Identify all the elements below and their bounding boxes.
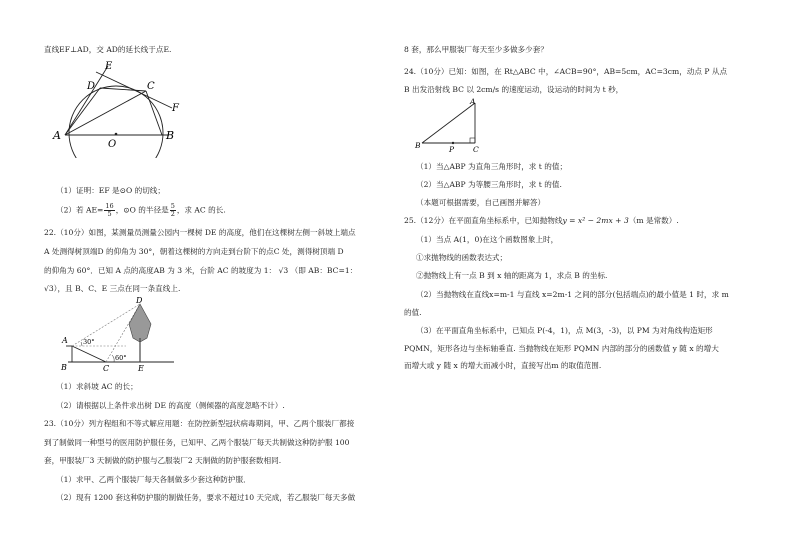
q24-part1: （1）当△ABP 为直角三角形时，求 t 的值； (416, 162, 568, 171)
q22-line2: A 处测得树顶端D 的仰角为 30°，朝着这棵树的方向走到台阶下的点C 处，测得树顶端 D (44, 247, 344, 256)
label-C: C (473, 145, 479, 154)
label-A: A (470, 97, 476, 106)
label-O: O (108, 139, 117, 150)
label-A: A (53, 129, 61, 142)
q25-line1: 25.（12分）在平面直角坐标系中，已知抛物线y = x² − 2mx + 3（m 是常数）. (404, 216, 679, 225)
label-C: C (103, 364, 110, 372)
q23-line2: 到了制做同一种型号的医用防护服任务，已知甲、乙两个服装厂每天共制做这种防护服 100 (44, 438, 350, 447)
q24-part2: （2）当△ABP 为等腰三角形时，求 t 的值. (416, 180, 562, 189)
q21-part1: （1）证明：EF 是⊙O 的切线； (56, 186, 165, 195)
q25-part3-line3: 而增大或 y 随 x 的增大而减小时，直接写出m 的取值范围. (404, 361, 602, 370)
label-D: D (87, 81, 96, 92)
q23-part2: （2）现有 1200 套这种防护服的制做任务，要求不超过10 天完成，若乙服装厂每天多做 (56, 493, 356, 502)
label-E: E (105, 61, 113, 72)
q21-part2: （2）若 AE= $\frac{16}{5}$ ，⊙O 的半径是 $\frac{5}{2}$ ，求 AC 的长. (56, 202, 226, 218)
label-B: B (61, 363, 67, 372)
q22-part2: （2）请根据以上条件求出树 DE 的高度（侧倾器的高度忽略不计）. (56, 401, 285, 410)
q25-part2-line2: 的值. (404, 308, 422, 317)
triangle-figure (412, 96, 492, 154)
q23-part1: （1）求甲、乙两个服装厂每天各制做多少套这种防护服． (56, 475, 251, 484)
q25-part3-line1: （3）在平面直角坐标系中，已知点 P(-4，1)，点 M(3，-3)，以 PM 为对角线构造矩形 (416, 326, 713, 335)
label-D: D (136, 296, 143, 305)
label-C: C (147, 81, 155, 92)
q22-line1: 22.（10分）如图，某测量员测量公园内一棵树 DE 的高度，他们在这棵树左侧一斜坡上端点 (44, 228, 356, 237)
q25-sub1: ①求抛物线的函数表达式； (416, 253, 508, 262)
label-P: P (449, 145, 455, 154)
q24-note: （本题可根据需要，自己画图并解答） (416, 198, 546, 207)
q25-part1: （1）当点 A(1，0)在这个函数图象上时， (416, 235, 559, 244)
angle-30: 30° (83, 338, 95, 346)
angle-60: 60° (115, 354, 127, 362)
label-F: F (172, 103, 179, 114)
q24-line1: 24.（10分）已知：如图，在 Rt△ABC 中，∠ACB=90°，AB=5cm，AC=3cm，动点 P 从点 (404, 67, 728, 76)
q23-continued: 8 套，那么甲服装厂每天至少多做多少套？ (404, 45, 548, 54)
label-A: A (62, 336, 68, 345)
q25-part2-line1: （2）当抛物线在直线x=m-1 与直线 x=2m-1 之间的部分(包括端点)的最小值是 1 时，求 m (416, 290, 729, 299)
q22-part1: （1）求斜坡 AC 的长； (56, 382, 138, 391)
circle-figure (48, 58, 188, 158)
q23-line3: 套，甲服装厂3 天制做的防护服与乙服装厂2 天制做的防护服套数相同. (44, 456, 282, 465)
q25-part3-line2: PQMN，矩形各边与坐标轴垂直. 当抛物线在矩形 PQMN 内部的部分的函数值 y 随 x 的增大 (404, 344, 719, 353)
tree-slope-figure (56, 294, 176, 372)
label-B: B (415, 141, 421, 150)
q24-line2: B 出发沿射线 BC 以 2cm/s 的速度运动，设运动的时间为 t 秒， (404, 85, 624, 94)
q25-sub2: ②抛物线上有一点 B 到 x 轴的距离为 1，求点 B 的坐标. (416, 271, 608, 280)
label-B: B (166, 129, 175, 142)
q23-line1: 23.（10分）列方程组和不等式解应用题：在防控新型冠状病毒期间，甲、乙两个服装厂都接 (44, 419, 355, 428)
label-E: E (138, 364, 144, 372)
q22-line4: √3），且 B、C、E 三点在同一条直线上. (44, 284, 181, 293)
q21-intro-line: 直线EF⊥AD，交 AD的延长线于点E. (44, 45, 172, 54)
q22-line3: 的仰角为 60°．已知 A 点的高度AB 为 3 米，台阶 AC 的坡度为 1： √3 （即 AB：BC=1： (44, 266, 358, 275)
